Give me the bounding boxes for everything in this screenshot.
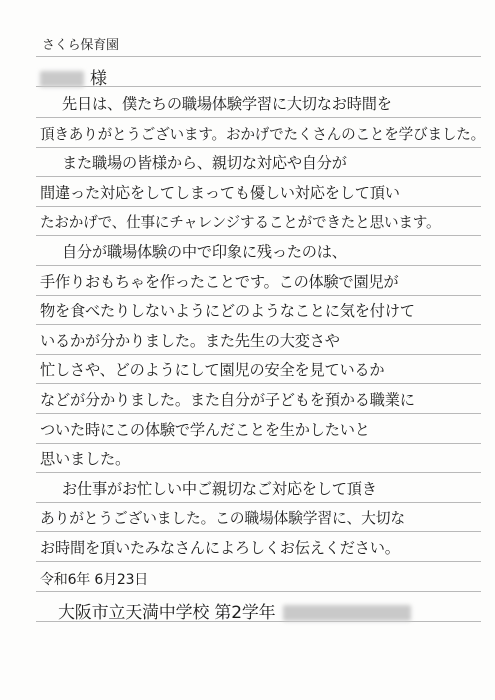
- body-line: 自分が職場体験の中で印象に残ったのは、: [62, 243, 347, 261]
- body-line: たおかげで、仕事にチャレンジすることができたと思います。: [40, 214, 441, 232]
- ruled-line: [36, 324, 481, 325]
- body-line: 先日は、僕たちの職場体験学習に大切なお時間を: [62, 95, 392, 113]
- body-line: 物を食べたりしないようにどのようなことに気を付けて: [40, 302, 415, 321]
- ruled-line: [36, 295, 481, 296]
- body-line: ついた時にこの体験で学んだことを生かしたいと: [40, 420, 370, 439]
- body-line: 頂きありがとうございます。おかげでたくさんのことを学びました。: [40, 125, 486, 143]
- ruled-line: [36, 502, 481, 503]
- ruled-line: [36, 443, 481, 444]
- redacted-student-name: [283, 605, 411, 621]
- ruled-line: [36, 531, 481, 532]
- school-name: さくら保育園: [42, 38, 119, 53]
- body-line: 手作りおもちゃを作ったことです。この体験で園児が: [40, 272, 399, 291]
- body-line: いるかが分かりました。また先生の大変さや: [40, 331, 340, 350]
- redacted-name: [40, 71, 84, 87]
- body-line: ありがとうございました。この職場体験学習に、大切な: [40, 510, 405, 528]
- date: 令和6年 6月23日: [40, 571, 149, 588]
- ruled-line: [36, 383, 481, 384]
- ruled-line: [36, 117, 481, 118]
- body-line: 間違った対応をしてしまっても優しい対応をして頂い: [40, 183, 400, 202]
- ruled-line: [36, 56, 481, 57]
- ruled-line: [36, 206, 481, 207]
- body-line: 思いました。: [40, 450, 130, 469]
- body-line: 忙しさや、どのようにして園児の安全を見ているか: [40, 361, 385, 380]
- body-line: お仕事がお忙しい中ご親切なご対応をして頂き: [62, 479, 377, 498]
- addressee-suffix: 様: [90, 69, 107, 89]
- ruled-line: [36, 561, 481, 562]
- ruled-line: [36, 413, 481, 414]
- addressee: [40, 64, 107, 89]
- school-signature: 大阪市立天満中学校 第2学年: [58, 603, 276, 624]
- ruled-line: [36, 176, 481, 177]
- body-line: などが分かりました。また自分が子どもを預かる職業に: [40, 391, 415, 409]
- ruled-line: [36, 147, 481, 148]
- ruled-line: [36, 472, 481, 473]
- signature: [58, 598, 411, 623]
- ruled-line: [36, 265, 481, 266]
- ruled-line: [36, 354, 481, 355]
- ruled-line: [36, 235, 481, 236]
- body-line: また職場の皆様から、親切な対応や自分が: [62, 154, 347, 173]
- ruled-line: [36, 591, 481, 592]
- body-line: お時間を頂いたみなさんによろしくお伝えください。: [40, 539, 400, 557]
